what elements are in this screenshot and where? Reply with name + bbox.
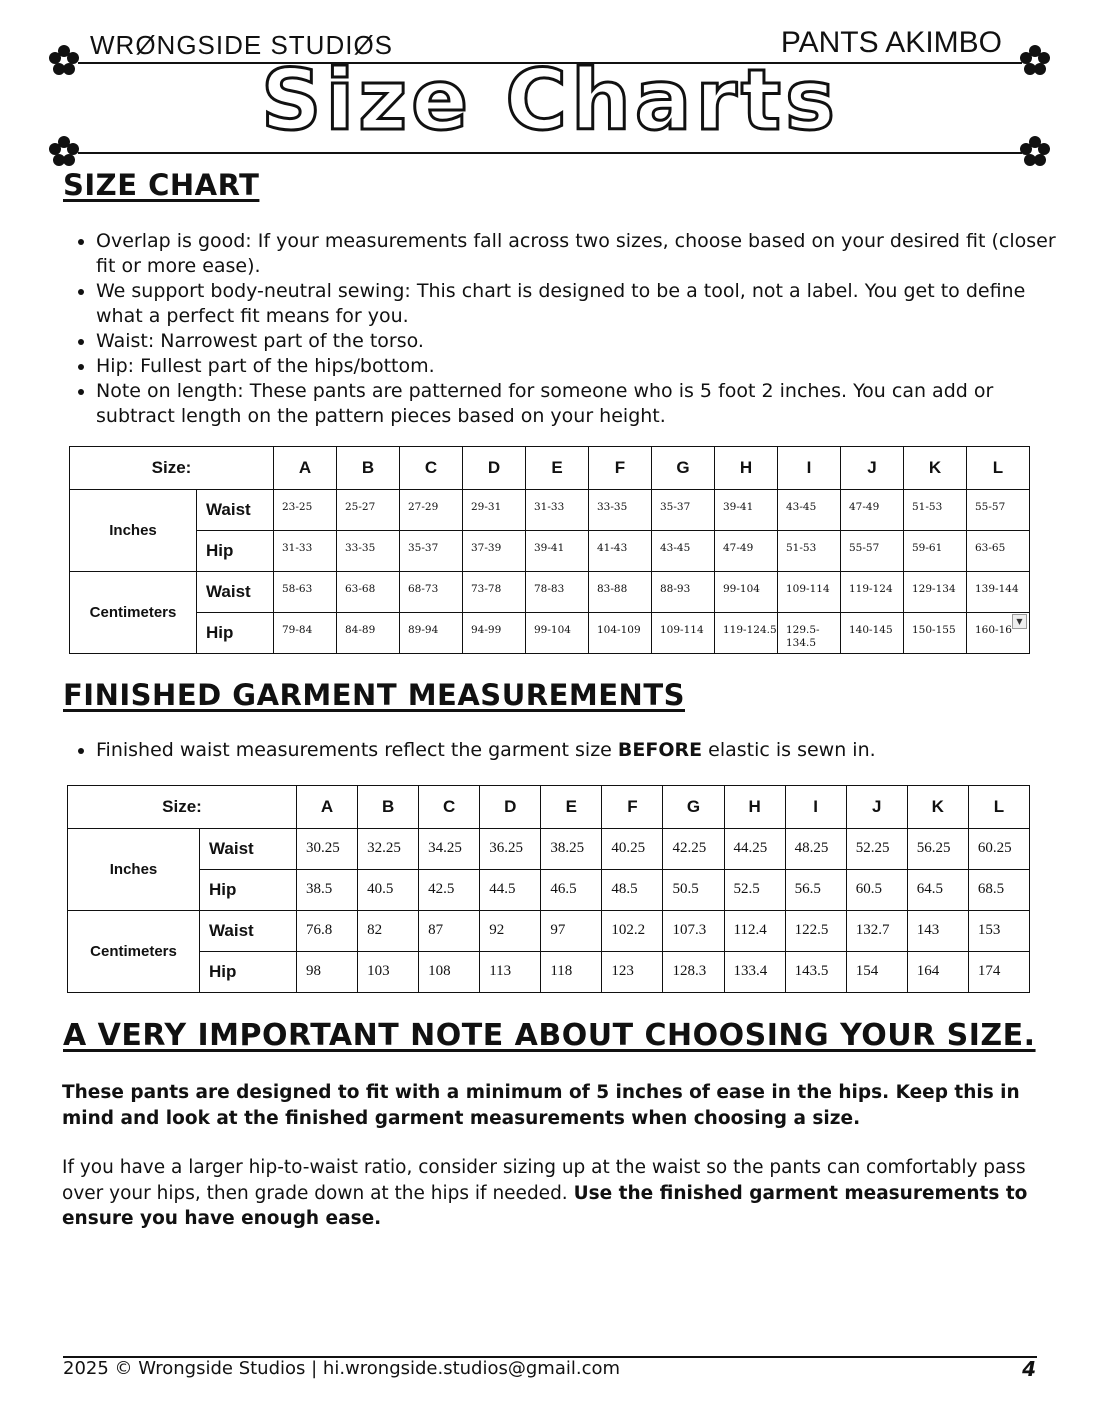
table-cell: 119-124 xyxy=(841,572,904,613)
table-cell: 42.5 xyxy=(419,870,480,911)
size-column-header: B xyxy=(358,786,419,829)
table-cell: 52.5 xyxy=(724,870,785,911)
size-column-header: K xyxy=(907,786,968,829)
table-row xyxy=(68,911,1030,952)
table-cell: 51-53 xyxy=(778,531,841,572)
measurement-label: Waist xyxy=(200,829,297,870)
table-cell: 143 xyxy=(907,911,968,952)
brand-name: WRØNGSIDE STUDIØS xyxy=(90,30,394,60)
table-cell: 40.5 xyxy=(358,870,419,911)
table-cell: 112.4 xyxy=(724,911,785,952)
table-cell: 94-99 xyxy=(463,613,526,654)
table-cell: 33-35 xyxy=(589,490,652,531)
table-cell: 25-27 xyxy=(337,490,400,531)
table-cell: 31-33 xyxy=(526,490,589,531)
measurement-label: Waist xyxy=(200,911,297,952)
measurement-label: Hip xyxy=(197,531,274,572)
size-column-header: A xyxy=(297,786,358,829)
table-cell: 42.25 xyxy=(663,829,724,870)
table-cell: 140-145 xyxy=(841,613,904,654)
table-cell: 103 xyxy=(358,952,419,993)
table-cell: 23-25 xyxy=(274,490,337,531)
table-cell: 109-114 xyxy=(778,572,841,613)
table-cell: 36.25 xyxy=(480,829,541,870)
table-cell: 119-124.5 xyxy=(715,613,778,654)
table-cell: 109-114 xyxy=(652,613,715,654)
table-cell: 84-89 xyxy=(337,613,400,654)
size-column-header: A xyxy=(274,447,337,490)
table-cell: 55-57 xyxy=(841,531,904,572)
table-cell: 35-37 xyxy=(400,531,463,572)
table-cell: 107.3 xyxy=(663,911,724,952)
table-cell: 113 xyxy=(480,952,541,993)
dropdown-arrow-icon[interactable]: ▼ xyxy=(1012,614,1027,629)
table-cell: 63-65 xyxy=(967,531,1030,572)
size-chart-notes xyxy=(62,229,1071,429)
list-item: • Note on length: These pants are patterned for someone who is 5 foot 2 inches. You can add or subtract length on the pattern pieces based on your height. xyxy=(96,379,1071,429)
table-cell: 34.25 xyxy=(419,829,480,870)
important-note-heading: A VERY IMPORTANT NOTE ABOUT CHOOSING YOUR SIZE. xyxy=(63,1018,1036,1053)
table-cell: 68-73 xyxy=(400,572,463,613)
table-cell: 63-68 xyxy=(337,572,400,613)
table-cell: 31-33 xyxy=(274,531,337,572)
table-cell: 41-43 xyxy=(589,531,652,572)
size-column-header: D xyxy=(480,786,541,829)
table-cell: 60.5 xyxy=(846,870,907,911)
unit-group-label: Centimeters xyxy=(68,911,200,993)
table-cell: 174 xyxy=(968,952,1029,993)
table-cell: 44.5 xyxy=(480,870,541,911)
table-cell: 59-61 xyxy=(904,531,967,572)
table-cell: 99-104 xyxy=(715,572,778,613)
table-cell: 92 xyxy=(480,911,541,952)
size-column-header: I xyxy=(785,786,846,829)
size-column-header: L xyxy=(967,447,1030,490)
table-cell: 38.25 xyxy=(541,829,602,870)
list-item: • Hip: Fullest part of the hips/bottom. xyxy=(96,354,1071,379)
table-cell: 97 xyxy=(541,911,602,952)
footer-text: 2025 © Wrongside Studios | hi.wrongside.studios@gmail.com xyxy=(63,1358,621,1379)
table-cell: 154 xyxy=(846,952,907,993)
size-column-header: E xyxy=(541,786,602,829)
list-item: • We support body-neutral sewing: This chart is designed to be a tool, not a label. You get to define what a perfect fit means for you. xyxy=(96,279,1071,329)
table-cell: 82 xyxy=(358,911,419,952)
table-cell: 129.5-134.5 xyxy=(778,613,841,654)
table-cell: 102.2 xyxy=(602,911,663,952)
table-cell: 73-78 xyxy=(463,572,526,613)
table-cell: 56.5 xyxy=(785,870,846,911)
table-cell: 76.8 xyxy=(297,911,358,952)
table-cell: 37-39 xyxy=(463,531,526,572)
table-cell: 56.25 xyxy=(907,829,968,870)
table-cell: 118 xyxy=(541,952,602,993)
table-cell: 39-41 xyxy=(526,531,589,572)
table-cell: 104-109 xyxy=(589,613,652,654)
table-cell: 64.5 xyxy=(907,870,968,911)
table-cell: 68.5 xyxy=(968,870,1029,911)
pattern-name: PANTS AKIMBO xyxy=(780,26,1002,59)
size-column-header: H xyxy=(715,447,778,490)
size-column-header: D xyxy=(463,447,526,490)
size-column-header: J xyxy=(841,447,904,490)
list-item: • Finished waist measurements reflect the garment size BEFORE elastic is sewn in. xyxy=(96,738,1071,763)
table-cell: 43-45 xyxy=(778,490,841,531)
note-paragraph-2: If you have a larger hip-to-waist ratio, consider sizing up at the waist so the pants can comfortably pass over your hips, then grade down at the hips if needed. Use the finished garment measurements to ensure you have enough ease. xyxy=(62,1157,1028,1229)
table-cell: 44.25 xyxy=(724,829,785,870)
table-cell: 164 xyxy=(907,952,968,993)
finished-measurements-table xyxy=(67,785,1030,993)
table-cell: 122.5 xyxy=(785,911,846,952)
size-column-header: G xyxy=(663,786,724,829)
finished-notes xyxy=(62,738,1071,763)
page-title: Size Charts xyxy=(260,51,840,149)
table-cell: 129-134 xyxy=(904,572,967,613)
table-cell: 39-41 xyxy=(715,490,778,531)
table-row xyxy=(68,870,1030,911)
size-label: Size: xyxy=(70,447,274,490)
table-cell: 98 xyxy=(297,952,358,993)
size-column-header: J xyxy=(846,786,907,829)
measurement-label: Hip xyxy=(200,952,297,993)
table-cell: 48.5 xyxy=(602,870,663,911)
table-cell: 83-88 xyxy=(589,572,652,613)
table-cell: 32.25 xyxy=(358,829,419,870)
table-cell: 46.5 xyxy=(541,870,602,911)
size-column-header: B xyxy=(337,447,400,490)
table-cell: 123 xyxy=(602,952,663,993)
table-cell: 99-104 xyxy=(526,613,589,654)
table-cell: 60.25 xyxy=(968,829,1029,870)
flower-icon xyxy=(49,136,79,166)
size-chart-table xyxy=(69,446,1030,654)
table-cell: 27-29 xyxy=(400,490,463,531)
table-cell: 48.25 xyxy=(785,829,846,870)
table-cell: 47-49 xyxy=(841,490,904,531)
list-item: • Overlap is good: If your measurements fall across two sizes, choose based on your desired fit (closer fit or more ease). xyxy=(96,229,1071,279)
table-row xyxy=(70,531,1030,572)
table-row xyxy=(70,572,1030,613)
size-column-header: G xyxy=(652,447,715,490)
size-column-header: K xyxy=(904,447,967,490)
size-column-header: F xyxy=(589,447,652,490)
table-cell: 47-49 xyxy=(715,531,778,572)
table-row xyxy=(68,829,1030,870)
size-column-header: F xyxy=(602,786,663,829)
unit-group-label: Inches xyxy=(70,490,197,572)
flower-icon xyxy=(1020,136,1050,166)
unit-group-label: Inches xyxy=(68,829,200,911)
unit-group-label: Centimeters xyxy=(70,572,197,654)
size-column-header: L xyxy=(968,786,1029,829)
note-paragraph-1: These pants are designed to fit with a minimum of 5 inches of ease in the hips. Keep this in mind and look at the finished garment measurements when choosing a size. xyxy=(62,1082,1020,1129)
table-cell: 30.25 xyxy=(297,829,358,870)
measurement-label: Hip xyxy=(197,613,274,654)
finished-heading: FINISHED GARMENT MEASUREMENTS xyxy=(63,678,685,712)
header-rule-bottom xyxy=(78,152,1022,154)
table-cell: 132.7 xyxy=(846,911,907,952)
table-cell: 143.5 xyxy=(785,952,846,993)
table-cell: 38.5 xyxy=(297,870,358,911)
size-column-header: H xyxy=(724,786,785,829)
table-cell: 55-57 xyxy=(967,490,1030,531)
table-cell: 35-37 xyxy=(652,490,715,531)
size-column-header: C xyxy=(419,786,480,829)
table-row xyxy=(68,952,1030,993)
table-cell: 51-53 xyxy=(904,490,967,531)
table-cell: 50.5 xyxy=(663,870,724,911)
size-chart-heading: SIZE CHART xyxy=(63,168,260,202)
table-cell: 87 xyxy=(419,911,480,952)
table-cell: 33-35 xyxy=(337,531,400,572)
table-cell: 128.3 xyxy=(663,952,724,993)
table-cell: 89-94 xyxy=(400,613,463,654)
table-header-row xyxy=(70,447,1030,490)
table-cell: 52.25 xyxy=(846,829,907,870)
measurement-label: Waist xyxy=(197,572,274,613)
table-cell: 160-16 ▼ xyxy=(967,613,1030,654)
size-column-header: E xyxy=(526,447,589,490)
table-cell: 79-84 xyxy=(274,613,337,654)
measurement-label: Hip xyxy=(200,870,297,911)
page-number: 4 xyxy=(1022,1357,1036,1381)
table-cell: 58-63 xyxy=(274,572,337,613)
table-cell: 153 xyxy=(968,911,1029,952)
size-column-header: I xyxy=(778,447,841,490)
table-row xyxy=(70,490,1030,531)
table-cell: 88-93 xyxy=(652,572,715,613)
table-cell: 108 xyxy=(419,952,480,993)
table-cell: 150-155 xyxy=(904,613,967,654)
table-cell: 29-31 xyxy=(463,490,526,531)
table-cell: 40.25 xyxy=(602,829,663,870)
measurement-label: Waist xyxy=(197,490,274,531)
table-cell: 78-83 xyxy=(526,572,589,613)
list-item: • Waist: Narrowest part of the torso. xyxy=(96,329,1071,354)
size-label: Size: xyxy=(68,786,297,829)
size-column-header: C xyxy=(400,447,463,490)
table-header-row xyxy=(68,786,1030,829)
table-cell: 139-144 xyxy=(967,572,1030,613)
table-cell: 43-45 xyxy=(652,531,715,572)
table-cell: 133.4 xyxy=(724,952,785,993)
table-row xyxy=(70,613,1030,654)
